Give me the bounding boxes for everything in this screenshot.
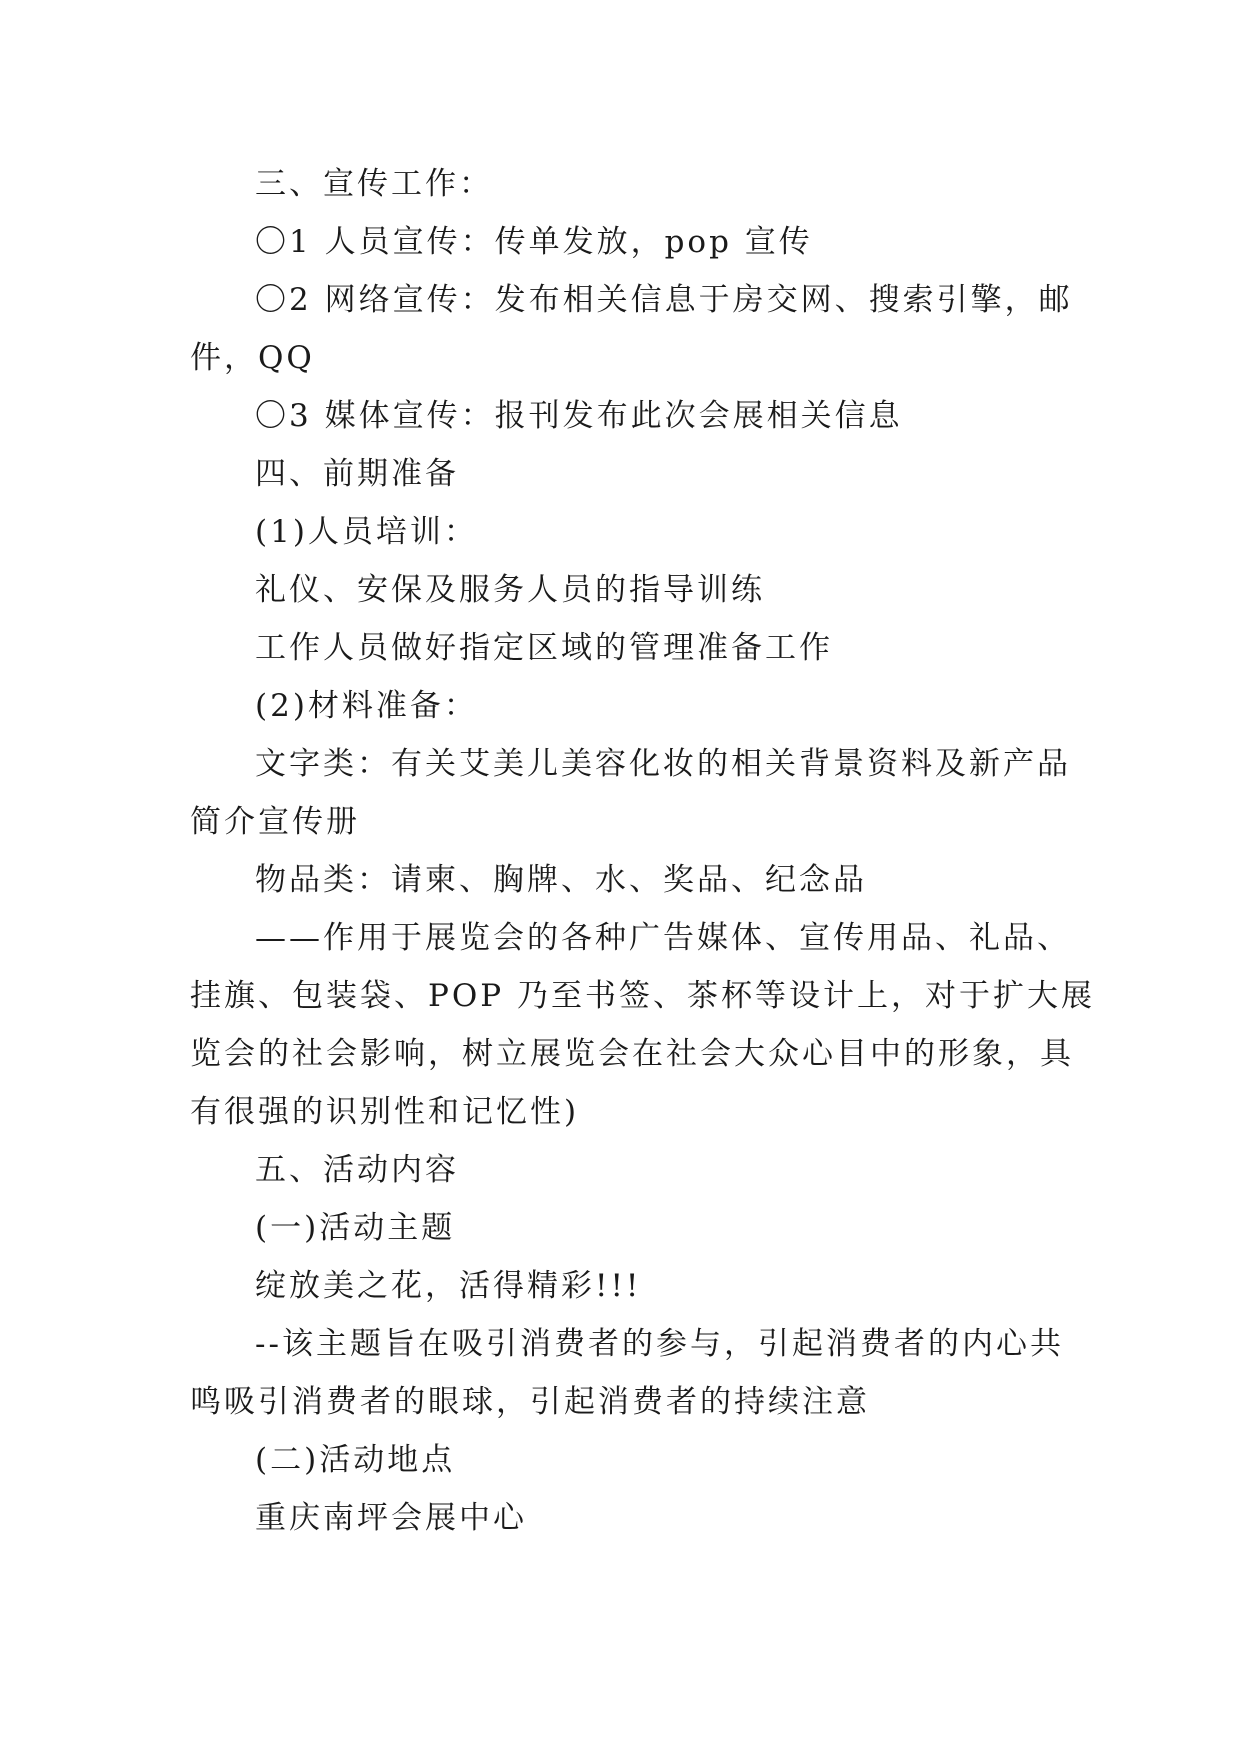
paragraph-continuation: 有很强的识别性和记忆性) [190,1094,580,1130]
paragraph-line: 绽放美之花，活得精彩!!! [255,1268,642,1304]
paragraph-line: 礼仪、安保及服务人员的指导训练 [255,572,765,608]
paragraph-continuation: 鸣吸引消费者的眼球，引起消费者的持续注意 [190,1384,870,1420]
paragraph-line: ——作用于展览会的各种广告媒体、宣传用品、礼品、 [255,920,1071,956]
subheading-staff-training: (1)人员培训： [255,514,478,550]
subheading-theme: (一)活动主题 [255,1210,456,1246]
paragraph-line: --该主题旨在吸引消费者的参与，引起消费者的内心共 [255,1326,1064,1362]
paragraph-continuation: 简介宣传册 [190,804,360,840]
section-heading-activity: 五、活动内容 [255,1152,459,1188]
paragraph-continuation: 件，QQ [190,340,315,376]
section-heading-publicity: 三、宣传工作： [255,166,493,202]
paragraph-line: 重庆南坪会展中心 [255,1500,527,1536]
list-item-online-publicity: 〇2 网络宣传：发布相关信息于房交网、搜索引擎，邮 [255,282,1073,318]
paragraph-line: 文字类：有关艾美儿美容化妆的相关背景资料及新产品 [255,746,1071,782]
list-item-staff-publicity: 〇1 人员宣传：传单发放，pop 宣传 [255,224,813,260]
paragraph-continuation: 览会的社会影响，树立展览会在社会大众心目中的形象，具 [190,1036,1074,1072]
paragraph-continuation: 挂旗、包装袋、POP 乃至书签、茶杯等设计上，对于扩大展 [190,978,1095,1014]
paragraph-line: 工作人员做好指定区域的管理准备工作 [255,630,833,666]
subheading-location: (二)活动地点 [255,1442,456,1478]
section-heading-preparation: 四、前期准备 [255,456,459,492]
list-item-media-publicity: 〇3 媒体宣传：报刊发布此次会展相关信息 [255,398,903,434]
subheading-materials: (2)材料准备： [255,688,478,724]
paragraph-line: 物品类：请柬、胸牌、水、奖品、纪念品 [255,862,867,898]
